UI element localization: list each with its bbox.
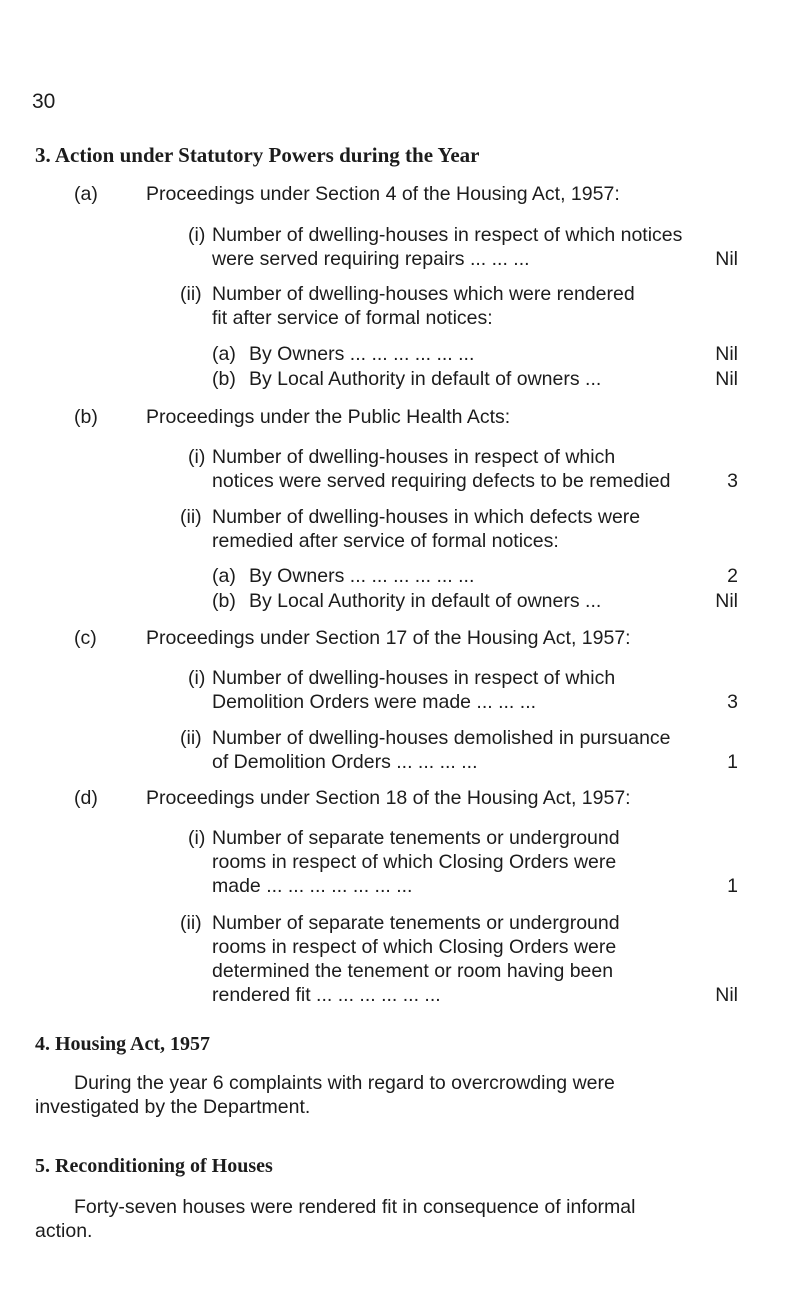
item-a-ii-b-label: (b) (212, 368, 236, 390)
item-c-i-value: 3 (727, 691, 738, 713)
item-a-i-line1: Number of dwelling-houses in respect of which notices (212, 224, 683, 246)
item-b-ii-b-value: Nil (715, 590, 738, 612)
item-c-i-line1: Number of dwelling-houses in respect of which (212, 667, 616, 689)
item-d-i-line1: Number of separate tenements or underground (212, 827, 620, 849)
item-a-i-line2: were served requiring repairs ... ... ... (212, 248, 530, 270)
item-a-ii-line2: fit after service of formal notices: (212, 307, 493, 329)
item-a-i-value: Nil (715, 248, 738, 270)
item-a-ii-a-label: (a) (212, 343, 236, 365)
section-5-heading: 5. Reconditioning of Houses (35, 1155, 273, 1177)
section-5-line1: Forty-seven houses were rendered fit in consequence of informal (74, 1196, 636, 1218)
item-b-label: (b) (74, 406, 98, 428)
item-c-i-label: (i) (188, 667, 206, 689)
item-a-ii-label: (ii) (180, 283, 202, 305)
item-d-title: Proceedings under Section 18 of the Housing Act, 1957: (146, 787, 631, 809)
item-d-ii-line2: rooms in respect of which Closing Orders were (212, 936, 617, 958)
item-c-ii-value: 1 (727, 751, 738, 773)
item-b-ii-a-text: By Owners ... ... ... ... ... ... (249, 565, 475, 587)
section-5-line2: action. (35, 1220, 93, 1242)
item-b-ii-a-label: (a) (212, 565, 236, 587)
item-a-i-label: (i) (188, 224, 206, 246)
item-d-ii-line3: determined the tenement or room having been (212, 960, 614, 982)
section-3-heading: 3. Action under Statutory Powers during the Year (35, 143, 480, 167)
item-c-label: (c) (74, 627, 97, 649)
item-d-ii-line4: rendered fit ... ... ... ... ... ... (212, 984, 441, 1006)
item-c-ii-label: (ii) (180, 727, 202, 749)
item-c-ii-line2: of Demolition Orders ... ... ... ... (212, 751, 478, 773)
item-a-ii-a-text: By Owners ... ... ... ... ... ... (249, 343, 475, 365)
item-b-ii-b-label: (b) (212, 590, 236, 612)
item-a-ii-a-value: Nil (715, 343, 738, 365)
section-4-line1: During the year 6 complaints with regard to overcrowding were (74, 1072, 615, 1094)
item-d-i-line2: rooms in respect of which Closing Orders were (212, 851, 617, 873)
item-d-label: (d) (74, 787, 98, 809)
item-b-ii-line1: Number of dwelling-houses in which defects were (212, 506, 641, 528)
item-a-ii-line1: Number of dwelling-houses which were rendered (212, 283, 635, 305)
item-b-i-line1: Number of dwelling-houses in respect of which (212, 446, 616, 468)
item-b-ii-a-value: 2 (727, 565, 738, 587)
item-a-ii-b-text: By Local Authority in default of owners ... (249, 368, 602, 390)
item-b-title: Proceedings under the Public Health Acts: (146, 406, 511, 428)
item-b-i-line2: notices were served requiring defects to be remedied (212, 470, 671, 492)
item-c-ii-line1: Number of dwelling-houses demolished in pursuance (212, 727, 671, 749)
item-d-i-line3: made ... ... ... ... ... ... ... (212, 875, 413, 897)
item-b-ii-label: (ii) (180, 506, 202, 528)
item-a-ii-b-value: Nil (715, 368, 738, 390)
page-number: 30 (32, 90, 56, 113)
item-d-ii-line1: Number of separate tenements or underground (212, 912, 620, 934)
item-a-label: (a) (74, 183, 98, 205)
item-b-ii-line2: remedied after service of formal notices: (212, 530, 559, 552)
item-b-i-value: 3 (727, 470, 738, 492)
section-4-heading: 4. Housing Act, 1957 (35, 1033, 211, 1055)
item-b-ii-b-text: By Local Authority in default of owners ... (249, 590, 602, 612)
item-b-i-label: (i) (188, 446, 206, 468)
item-d-i-value: 1 (727, 875, 738, 897)
item-c-title: Proceedings under Section 17 of the Housing Act, 1957: (146, 627, 631, 649)
item-d-i-label: (i) (188, 827, 206, 849)
item-c-i-line2: Demolition Orders were made ... ... ... (212, 691, 537, 713)
item-d-ii-value: Nil (715, 984, 738, 1006)
item-d-ii-label: (ii) (180, 912, 202, 934)
section-4-line2: investigated by the Department. (35, 1096, 311, 1118)
item-a-title: Proceedings under Section 4 of the Housing Act, 1957: (146, 183, 620, 205)
